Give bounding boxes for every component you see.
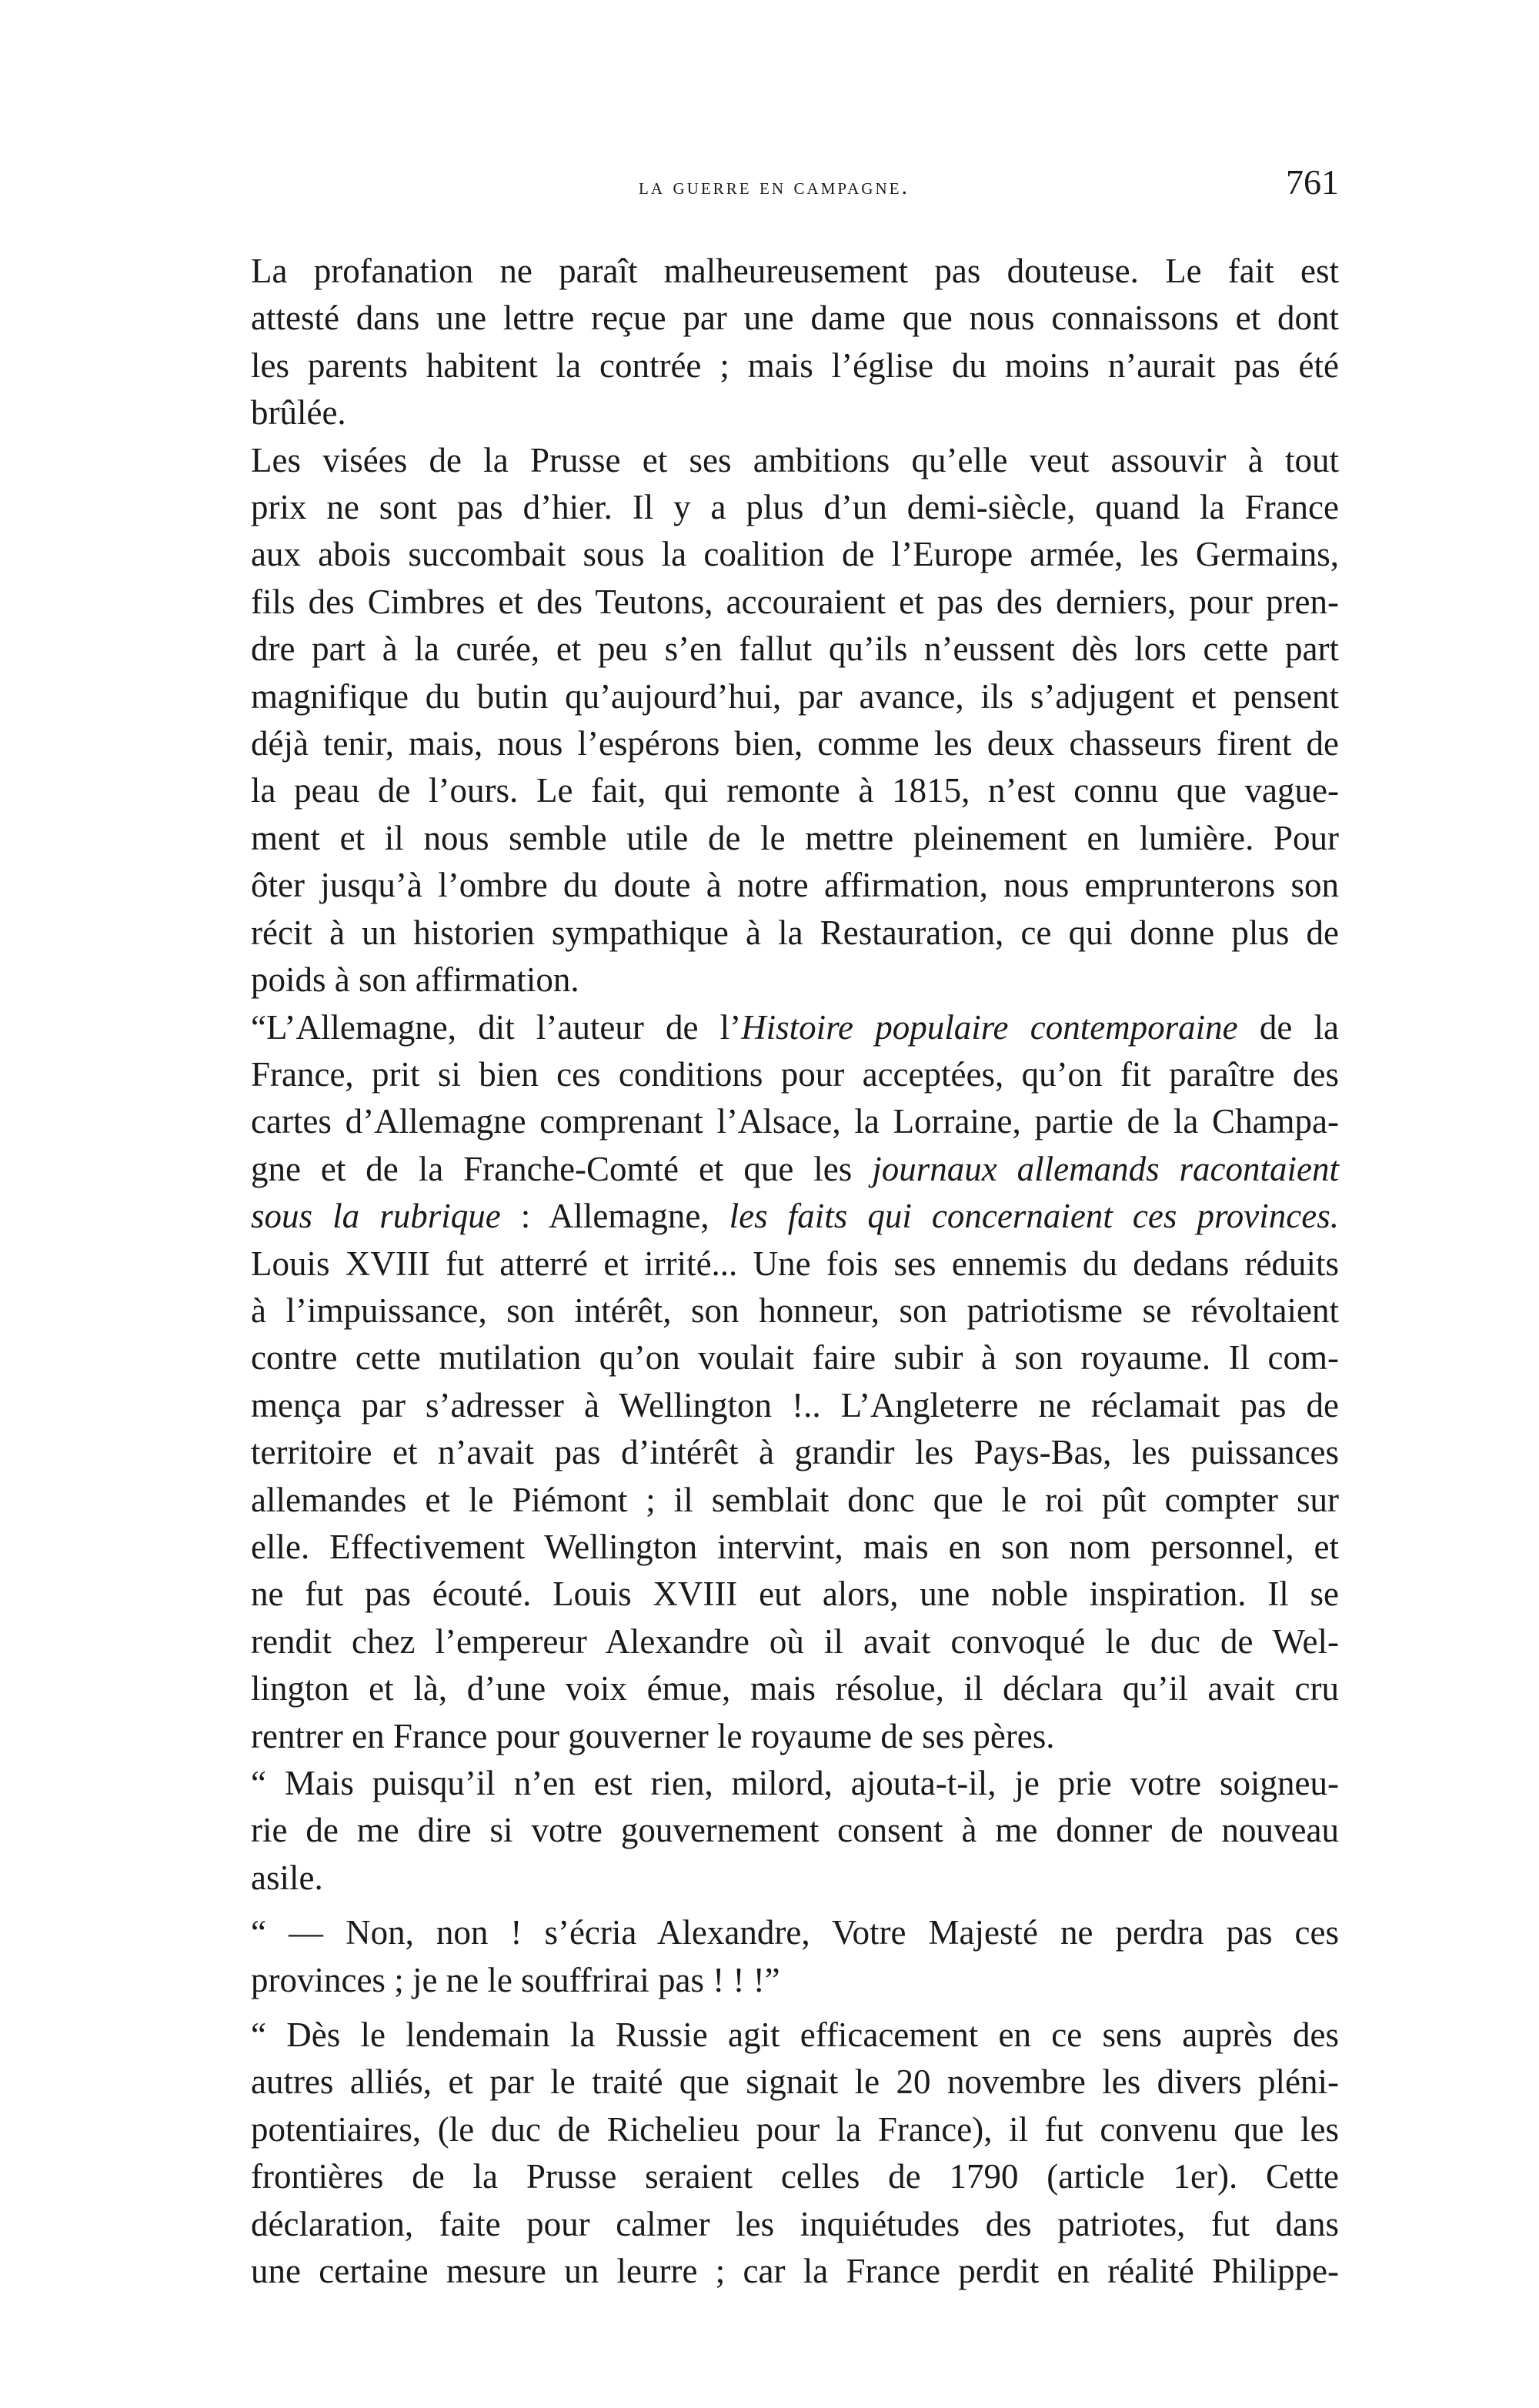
text-line: Les visées de la Prusse et ses ambitions qu’elle veut assouvir à tout <box>251 440 1339 479</box>
text-line <box>209 1146 1339 1193</box>
text-line: ne fut pas écouté. Louis XVIII eut alors, une noble inspiration. Il se <box>251 1575 1339 1614</box>
text-line: “ — Non, non ! s’écria Alexandre, Votre Majesté ne perdra pas ces <box>251 1913 1339 1952</box>
text-line: allemandes et le Piémont ; il semblait donc que le roi pût compter sur <box>251 1480 1339 1519</box>
text-line: provinces ; je ne le souffrirai pas ! ! !” <box>251 1960 780 1999</box>
text-run: gne et de la Franche-Comté et que les <box>251 1149 873 1188</box>
text-line: prix ne sont pas d’hier. Il y a plus d’un demi-siècle, quand la France <box>251 488 1339 527</box>
text-line: aux abois succombait sous la coalition de l’Europe armée, les Germains, <box>251 535 1339 574</box>
book-page <box>209 162 1339 2295</box>
paragraph-2 <box>209 437 1339 1004</box>
text-line: récit à un historien sympathique à la Restauration, ce qui donne plus de <box>251 913 1339 952</box>
italic-run: sous la rubrique <box>251 1197 501 1236</box>
text-run: : Allemagne, <box>500 1197 729 1236</box>
italic-run: journaux allemands racontaient <box>872 1149 1339 1188</box>
page-number: 761 <box>1286 162 1339 202</box>
text-line: “ Dès le lendemain la Russie agit efficacement en ce sens auprès des <box>251 2016 1339 2055</box>
text-line: déjà tenir, mais, nous l’espérons bien, comme les deux chasseurs firent de <box>251 724 1339 763</box>
text-line: asile. <box>251 1858 323 1897</box>
text-line: contre cette mutilation qu’on voulait faire subir à son royaume. Il com- <box>251 1338 1339 1378</box>
text-line: elle. Effectivement Wellington intervint, mais en son nom personnel, et <box>251 1527 1339 1566</box>
text-line: à l’impuissance, son intérêt, son honneur, son patriotisme se révoltaient <box>251 1291 1339 1330</box>
paragraph-6 <box>209 2012 1339 2295</box>
text-line: la peau de l’ours. Le fait, qui remonte à 1815, n’est connu que vague- <box>251 771 1339 810</box>
text-line: “ Mais puisqu’il n’en est rien, milord, ajouta-t-il, je prie votre soigneu- <box>251 1764 1339 1802</box>
text-line <box>209 1193 1339 1240</box>
running-title: la guerre en campagne. <box>639 174 910 199</box>
book-title-italic: Histoire populaire contemporaine <box>741 1007 1238 1047</box>
text-line: Louis XVIII fut atterré et irrité... Une fois ses ennemis du dedans réduits <box>251 1244 1339 1283</box>
text-line: ment et il nous semble utile de le mettre pleinement en lumière. Pour <box>251 818 1339 857</box>
text-line: potentiaires, (le duc de Richelieu pour la France), il fut convenu que les <box>251 2109 1339 2149</box>
text-line: déclaration, faite pour calmer les inquiétudes des patriotes, fut dans <box>251 2204 1339 2243</box>
text-line: rentrer en France pour gouverner le royaume de ses pères. <box>251 1716 1055 1755</box>
text-line: ôter jusqu’à l’ombre du doute à notre affirmation, nous emprunterons son <box>251 866 1339 905</box>
text-line: cartes d’Allemagne comprenant l’Alsace, la Lorraine, partie de la Champa- <box>251 1102 1339 1141</box>
text-line: rie de me dire si votre gouvernement consent à me donner de nouveau <box>251 1811 1339 1850</box>
paragraph-4 <box>209 1760 1339 1902</box>
paragraph-3-quote <box>209 1004 1339 1761</box>
text-line: poids à son affirmation. <box>251 960 579 1000</box>
paragraph-1 <box>209 248 1339 437</box>
text-line: France, prit si bien ces conditions pour acceptées, qu’on fit paraître des <box>251 1054 1339 1094</box>
text-line: magnifique du butin qu’aujourd’hui, par avance, ils s’adjugent et pensent <box>251 676 1339 716</box>
text-line: dre part à la curée, et peu s’en fallut qu’ils n’eussent dès lors cette part <box>251 630 1339 669</box>
text-line: fils des Cimbres et des Teutons, accouraient et pas des derniers, pour pren- <box>251 582 1339 621</box>
text-line: mença par s’adresser à Wellington !.. L’Angleterre ne réclamait pas de <box>251 1385 1339 1424</box>
paragraph-5 <box>209 1909 1339 2004</box>
text-line: attesté dans une lettre reçue par une dame que nous connaissons et dont <box>251 299 1339 338</box>
italic-run: les faits qui concernaient ces provinces. <box>729 1197 1339 1236</box>
text-line: territoire et n’avait pas d’intérêt à grandir les Pays-Bas, les puissances <box>251 1433 1339 1472</box>
body-text <box>209 248 1339 2295</box>
text-line: les parents habitent la contrée ; mais l’église du moins n’aurait pas été <box>251 346 1339 385</box>
page-header <box>209 162 1339 215</box>
text-line: frontières de la Prusse seraient celles de 1790 (article 1er). Cette <box>251 2157 1339 2196</box>
text-line: rendit chez l’empereur Alexandre où il avait convoqué le duc de Wel- <box>251 1621 1339 1661</box>
text-line: autres alliés, et par le traité que signait le 20 novembre les divers pléni- <box>251 2062 1339 2102</box>
text-line: brûlée. <box>251 393 346 433</box>
text-line: La profanation ne paraît malheureusement pas douteuse. Le fait est <box>251 252 1339 290</box>
text-line: lington et là, d’une voix émue, mais résolue, il déclara qu’il avait cru <box>251 1669 1339 1708</box>
text-line: une certaine mesure un leurre ; car la France perdit en réalité Philippe- <box>251 2252 1339 2291</box>
text-line <box>209 1004 1339 1051</box>
text-run: de la <box>1237 1007 1339 1047</box>
text-run: “L’Allemagne, dit l’auteur de l’ <box>251 1007 742 1047</box>
